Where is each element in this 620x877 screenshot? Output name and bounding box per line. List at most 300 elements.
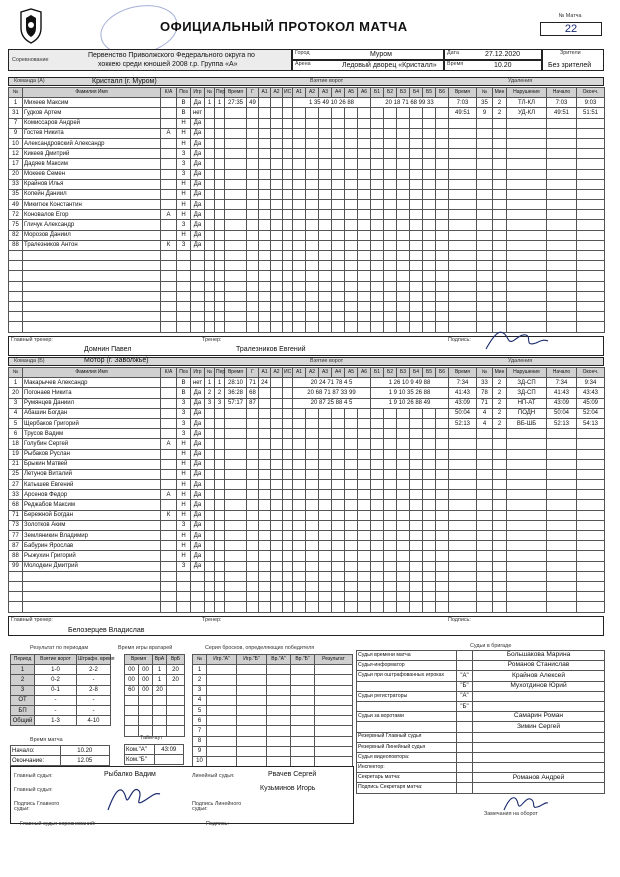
player-played: Да [191, 179, 205, 189]
goal-cell [371, 312, 384, 322]
goal-cell [371, 592, 384, 602]
goal-cell [205, 179, 215, 189]
goal-cell [332, 510, 345, 520]
column-header: К/А [161, 88, 177, 98]
goal-cell [215, 210, 225, 220]
goal-cell [283, 531, 293, 541]
goal-cell [283, 159, 293, 169]
bench-role: Подпись Секретаря матча: [357, 783, 457, 793]
goal-cell [358, 301, 371, 311]
gk-time-cell [153, 705, 167, 715]
penalty-end [577, 159, 605, 169]
gk-time-cell: 00 [139, 665, 153, 675]
bench-tag [457, 763, 473, 773]
player-role [161, 500, 177, 510]
goal-cell [283, 281, 293, 291]
player-played: Да [191, 408, 205, 418]
main-ref-label: Главный судья: [14, 773, 53, 779]
goal-cell [371, 128, 384, 138]
player-played: нет [191, 108, 205, 118]
goal-cell [371, 169, 384, 179]
penalty-reason [507, 189, 547, 199]
goal-cell [306, 149, 319, 159]
player-role [161, 251, 177, 261]
penalty-no: 4 [477, 418, 493, 428]
penalty-no: 4 [477, 408, 493, 418]
player-played: Да [191, 500, 205, 510]
column-header: Время [225, 368, 247, 378]
player-name [23, 571, 161, 581]
goal-cell [247, 418, 259, 428]
goal-cell [259, 118, 271, 128]
player-row [9, 531, 205, 541]
goal-cell [384, 571, 397, 581]
penalty-row [449, 210, 605, 220]
goal-cell [293, 459, 306, 469]
penalty-no [477, 592, 493, 602]
team-a-roster [8, 87, 205, 333]
player-role [161, 459, 177, 469]
goal-cell [283, 408, 293, 418]
player-name [23, 281, 161, 291]
goal-cell [205, 118, 215, 128]
goal-cell [283, 510, 293, 520]
goal-cell [205, 490, 215, 500]
goal-cell [259, 138, 271, 148]
penalty-reason [507, 571, 547, 581]
penalty-end [577, 291, 605, 301]
penalty-time: 50:04 [449, 408, 477, 418]
player-number: 19 [9, 449, 23, 459]
shootout-cell [237, 726, 267, 736]
shootout-cell [267, 665, 291, 675]
goal-cell [358, 281, 371, 291]
player-row [9, 571, 205, 581]
goal-cell [271, 551, 283, 561]
goal-cell [283, 220, 293, 230]
player-position: Н [177, 439, 191, 449]
goal-cell [306, 510, 319, 520]
goal-cell [397, 291, 410, 301]
linesman-2: Кузьминов Игорь [260, 785, 316, 792]
column-header: А3 [319, 368, 332, 378]
column-header: А1 [293, 88, 306, 98]
player-position: З [177, 418, 191, 428]
goal-cell [436, 602, 449, 612]
penalty-no [477, 230, 493, 240]
column-header: Штрафн. время [77, 655, 111, 665]
goal-cell [319, 581, 332, 591]
column-header: Время [449, 88, 477, 98]
gk-time-cell: 20 [167, 675, 185, 685]
column-header: Б3 [397, 368, 410, 378]
goal-cell [384, 169, 397, 179]
goal-cell [410, 469, 423, 479]
goal-scorer: 87 [247, 398, 259, 408]
penalty-row [449, 469, 605, 479]
goal-cell [271, 480, 283, 490]
bench-official-row [357, 701, 605, 711]
player-role [161, 561, 177, 571]
team-b-coach: Белозерцев Владислав [68, 627, 145, 634]
bench-name [473, 732, 605, 742]
goal-cell [423, 480, 436, 490]
player-role [161, 220, 177, 230]
player-row [9, 439, 205, 449]
goal-cell [319, 459, 332, 469]
penalty-end: 45:09 [577, 398, 605, 408]
goal-cell [319, 561, 332, 571]
goal-cell [225, 220, 247, 230]
goal-cell [332, 459, 345, 469]
penalty-min [493, 230, 507, 240]
goal-cell [225, 108, 247, 118]
penalty-reason [507, 251, 547, 261]
goal-cell [358, 551, 371, 561]
column-header: А3 [319, 88, 332, 98]
goal-row [205, 378, 449, 388]
goal-cell [358, 271, 371, 281]
spectators-value: Без зрителей [548, 62, 592, 69]
goal-cell [293, 592, 306, 602]
goal-cell [371, 439, 384, 449]
goal-cell [332, 230, 345, 240]
player-position: З [177, 240, 191, 250]
goal-cell [436, 169, 449, 179]
penalty-end [577, 439, 605, 449]
penalty-no: 9 [477, 108, 493, 118]
player-role [161, 189, 177, 199]
player-number: 4 [9, 408, 23, 418]
goal-cell [397, 490, 410, 500]
penalty-reason [507, 301, 547, 311]
column-header: А5 [345, 88, 358, 98]
penalty-start [547, 251, 577, 261]
goal-cell [345, 459, 358, 469]
goal-cell [306, 271, 319, 281]
goal-cell [259, 169, 271, 179]
goal-cell [259, 210, 271, 220]
player-position: З [177, 408, 191, 418]
player-number: 10 [9, 138, 23, 148]
player-row [9, 551, 205, 561]
match-start: 10.20 [60, 746, 110, 756]
goal-cell [397, 561, 410, 571]
player-row [9, 159, 205, 169]
player-played: Да [191, 128, 205, 138]
goal-cell [371, 449, 384, 459]
goal-cell [371, 281, 384, 291]
player-played: Да [191, 189, 205, 199]
player-row [9, 480, 205, 490]
penalty-reason [507, 561, 547, 571]
goal-row [205, 602, 449, 612]
goal-cell [283, 500, 293, 510]
goal-cell [358, 418, 371, 428]
goal-cell [384, 179, 397, 189]
player-name: Абашин Богдан [23, 408, 161, 418]
penalty-no [477, 200, 493, 210]
penalty-no [477, 149, 493, 159]
goal-cell [306, 159, 319, 169]
goal-cell [319, 571, 332, 581]
goal-cell [319, 128, 332, 138]
column-header: Взятие ворот [35, 655, 77, 665]
goal-cell [436, 118, 449, 128]
goal-cell [247, 322, 259, 332]
goal-cell [306, 531, 319, 541]
goal-cell [283, 118, 293, 128]
penalty-row [449, 378, 605, 388]
player-position: Н [177, 510, 191, 520]
emblem-icon [18, 8, 44, 44]
penalty-start [547, 469, 577, 479]
goal-cell [332, 149, 345, 159]
goal-cell [384, 220, 397, 230]
main-ref-extra-label: Главный судья: [14, 787, 53, 793]
goal-cell [410, 271, 423, 281]
goal-cell [247, 408, 259, 418]
bench-role: Резервный Линейный судья [357, 742, 457, 752]
goal-cell [319, 138, 332, 148]
goal-cell [345, 118, 358, 128]
goal-cell [371, 189, 384, 199]
penalty-no [477, 581, 493, 591]
goal-period: 1 [215, 378, 225, 388]
bench-label: Судьи в бригаде [470, 643, 512, 649]
goal-cell [397, 439, 410, 449]
goal-cell [271, 179, 283, 189]
goal-cell [259, 261, 271, 271]
period-name: ОТ [11, 695, 35, 705]
goal-cell [436, 220, 449, 230]
goal-cell [332, 240, 345, 250]
gk-time-cell [153, 695, 167, 705]
goal-cell [384, 251, 397, 261]
goal-cell [384, 261, 397, 271]
column-header: Мин [493, 88, 507, 98]
bench-official-row [357, 732, 605, 742]
column-header: А5 [345, 368, 358, 378]
player-played [191, 291, 205, 301]
penalty-reason [507, 200, 547, 210]
arena-label: Арена [295, 61, 311, 67]
player-number: 18 [9, 439, 23, 449]
goal-situation [283, 98, 293, 108]
player-played: Да [191, 169, 205, 179]
shootout-cell [267, 736, 291, 746]
goal-cell [345, 210, 358, 220]
goal-cell [423, 408, 436, 418]
goal-cell [306, 312, 319, 322]
player-position: В [177, 108, 191, 118]
penalty-reason [507, 261, 547, 271]
goal-cell [319, 541, 332, 551]
table-header-row [11, 655, 111, 665]
match-start-label: Начало: [11, 746, 61, 756]
goal-cell [410, 281, 423, 291]
shootout-cell [267, 685, 291, 695]
team-a-signature [480, 325, 550, 355]
period-goals: 1-3 [35, 716, 77, 726]
secretary-signature [500, 790, 550, 814]
goal-cell [397, 210, 410, 220]
goal-cell [225, 500, 247, 510]
goal-cell [345, 510, 358, 520]
shootout-row [193, 746, 353, 756]
goal-cell [225, 128, 247, 138]
column-header: № [477, 88, 493, 98]
team-b-goals-label: Взятие ворот [310, 358, 344, 364]
goal-cell [293, 541, 306, 551]
player-position [177, 281, 191, 291]
goal-cell [271, 469, 283, 479]
shootout-cell [237, 716, 267, 726]
player-name [23, 592, 161, 602]
goal-cell [423, 510, 436, 520]
penalty-no: 33 [477, 378, 493, 388]
penalty-start: 7:34 [547, 378, 577, 388]
goal-cell [384, 469, 397, 479]
goal-row [205, 261, 449, 271]
penalty-reason [507, 281, 547, 291]
goal-cell [225, 561, 247, 571]
goal-cell [306, 500, 319, 510]
player-number: 12 [9, 149, 23, 159]
goal-cell [410, 551, 423, 561]
goal-cell [397, 149, 410, 159]
penalty-reason: ПОДН [507, 408, 547, 418]
goal-cell [271, 429, 283, 439]
goal-cell [358, 261, 371, 271]
team-a-coach-label: Главный тренер: [11, 337, 53, 343]
goal-cell [205, 449, 215, 459]
player-row [9, 271, 205, 281]
column-header: Г [247, 88, 259, 98]
player-name: Коновалов Егор [23, 210, 161, 220]
player-played: Да [191, 210, 205, 220]
goal-cell [371, 520, 384, 530]
gk-time-cell [139, 716, 153, 726]
goal-cell [205, 230, 215, 240]
goal-cell [215, 490, 225, 500]
goal-cell [293, 159, 306, 169]
goal-cell [319, 169, 332, 179]
penalty-time [449, 449, 477, 459]
goal-cell [410, 459, 423, 469]
period-row [11, 665, 111, 675]
shootout-cell [267, 726, 291, 736]
goal-cell [410, 408, 423, 418]
penalty-end: 52:04 [577, 408, 605, 418]
goal-cell [283, 581, 293, 591]
goal-cell [410, 500, 423, 510]
bench-tag [457, 773, 473, 783]
player-name: Мокеев Семен [23, 169, 161, 179]
player-role [161, 571, 177, 581]
goal-cell [293, 210, 306, 220]
goal-cell [371, 210, 384, 220]
goal-cell [423, 301, 436, 311]
goal-period: 1 [215, 98, 225, 108]
penalty-reason: НП-АТ [507, 398, 547, 408]
penalty-time [449, 271, 477, 281]
match-end: 12.05 [60, 756, 110, 766]
goal-cell [225, 429, 247, 439]
goal-cell [271, 459, 283, 469]
goal-row [205, 179, 449, 189]
goal-number: 3 [205, 398, 215, 408]
player-number [9, 291, 23, 301]
player-role [161, 118, 177, 128]
penalty-time [449, 500, 477, 510]
goal-cell [271, 541, 283, 551]
bench-official-row [357, 742, 605, 752]
goal-cell [293, 261, 306, 271]
column-header: Вр."А" [267, 655, 291, 665]
goal-cell [332, 261, 345, 271]
goal-cell [259, 520, 271, 530]
bench-name [473, 763, 605, 773]
penalty-min [493, 520, 507, 530]
player-role [161, 291, 177, 301]
player-row [9, 251, 205, 261]
penalty-min: 2 [493, 108, 507, 118]
goal-row [205, 490, 449, 500]
goal-cell [436, 541, 449, 551]
player-number: 17 [9, 159, 23, 169]
shootout-number: 3 [193, 685, 207, 695]
goal-cell [259, 220, 271, 230]
goal-cell [384, 301, 397, 311]
goal-cell [358, 571, 371, 581]
goal-cell [332, 490, 345, 500]
goal-cell [283, 108, 293, 118]
player-played: Да [191, 459, 205, 469]
periods-label: Результат по периодам [30, 645, 89, 651]
bench-official-row [357, 763, 605, 773]
goal-cell [358, 531, 371, 541]
bench-role [357, 681, 457, 691]
penalty-no [477, 551, 493, 561]
goal-cell [259, 561, 271, 571]
player-role [161, 179, 177, 189]
penalty-no [477, 459, 493, 469]
goal-cell [215, 149, 225, 159]
goal-cell [306, 520, 319, 530]
goal-cell [293, 551, 306, 561]
player-number [9, 571, 23, 581]
period-name: 3 [11, 685, 35, 695]
goal-cell [423, 418, 436, 428]
column-header: А2 [271, 368, 283, 378]
goal-cell [215, 439, 225, 449]
shootout-cell [291, 705, 315, 715]
goal-row [205, 551, 449, 561]
goal-cell [358, 210, 371, 220]
goal-row [205, 449, 449, 459]
player-row [9, 128, 205, 138]
goal-cell [436, 189, 449, 199]
goal-cell [215, 108, 225, 118]
goal-cell [410, 291, 423, 301]
period-name: Общий [11, 716, 35, 726]
goal-cell [259, 240, 271, 250]
player-number: 25 [9, 469, 23, 479]
penalty-start [547, 561, 577, 571]
player-number: 33 [9, 179, 23, 189]
column-header: А1 [293, 368, 306, 378]
